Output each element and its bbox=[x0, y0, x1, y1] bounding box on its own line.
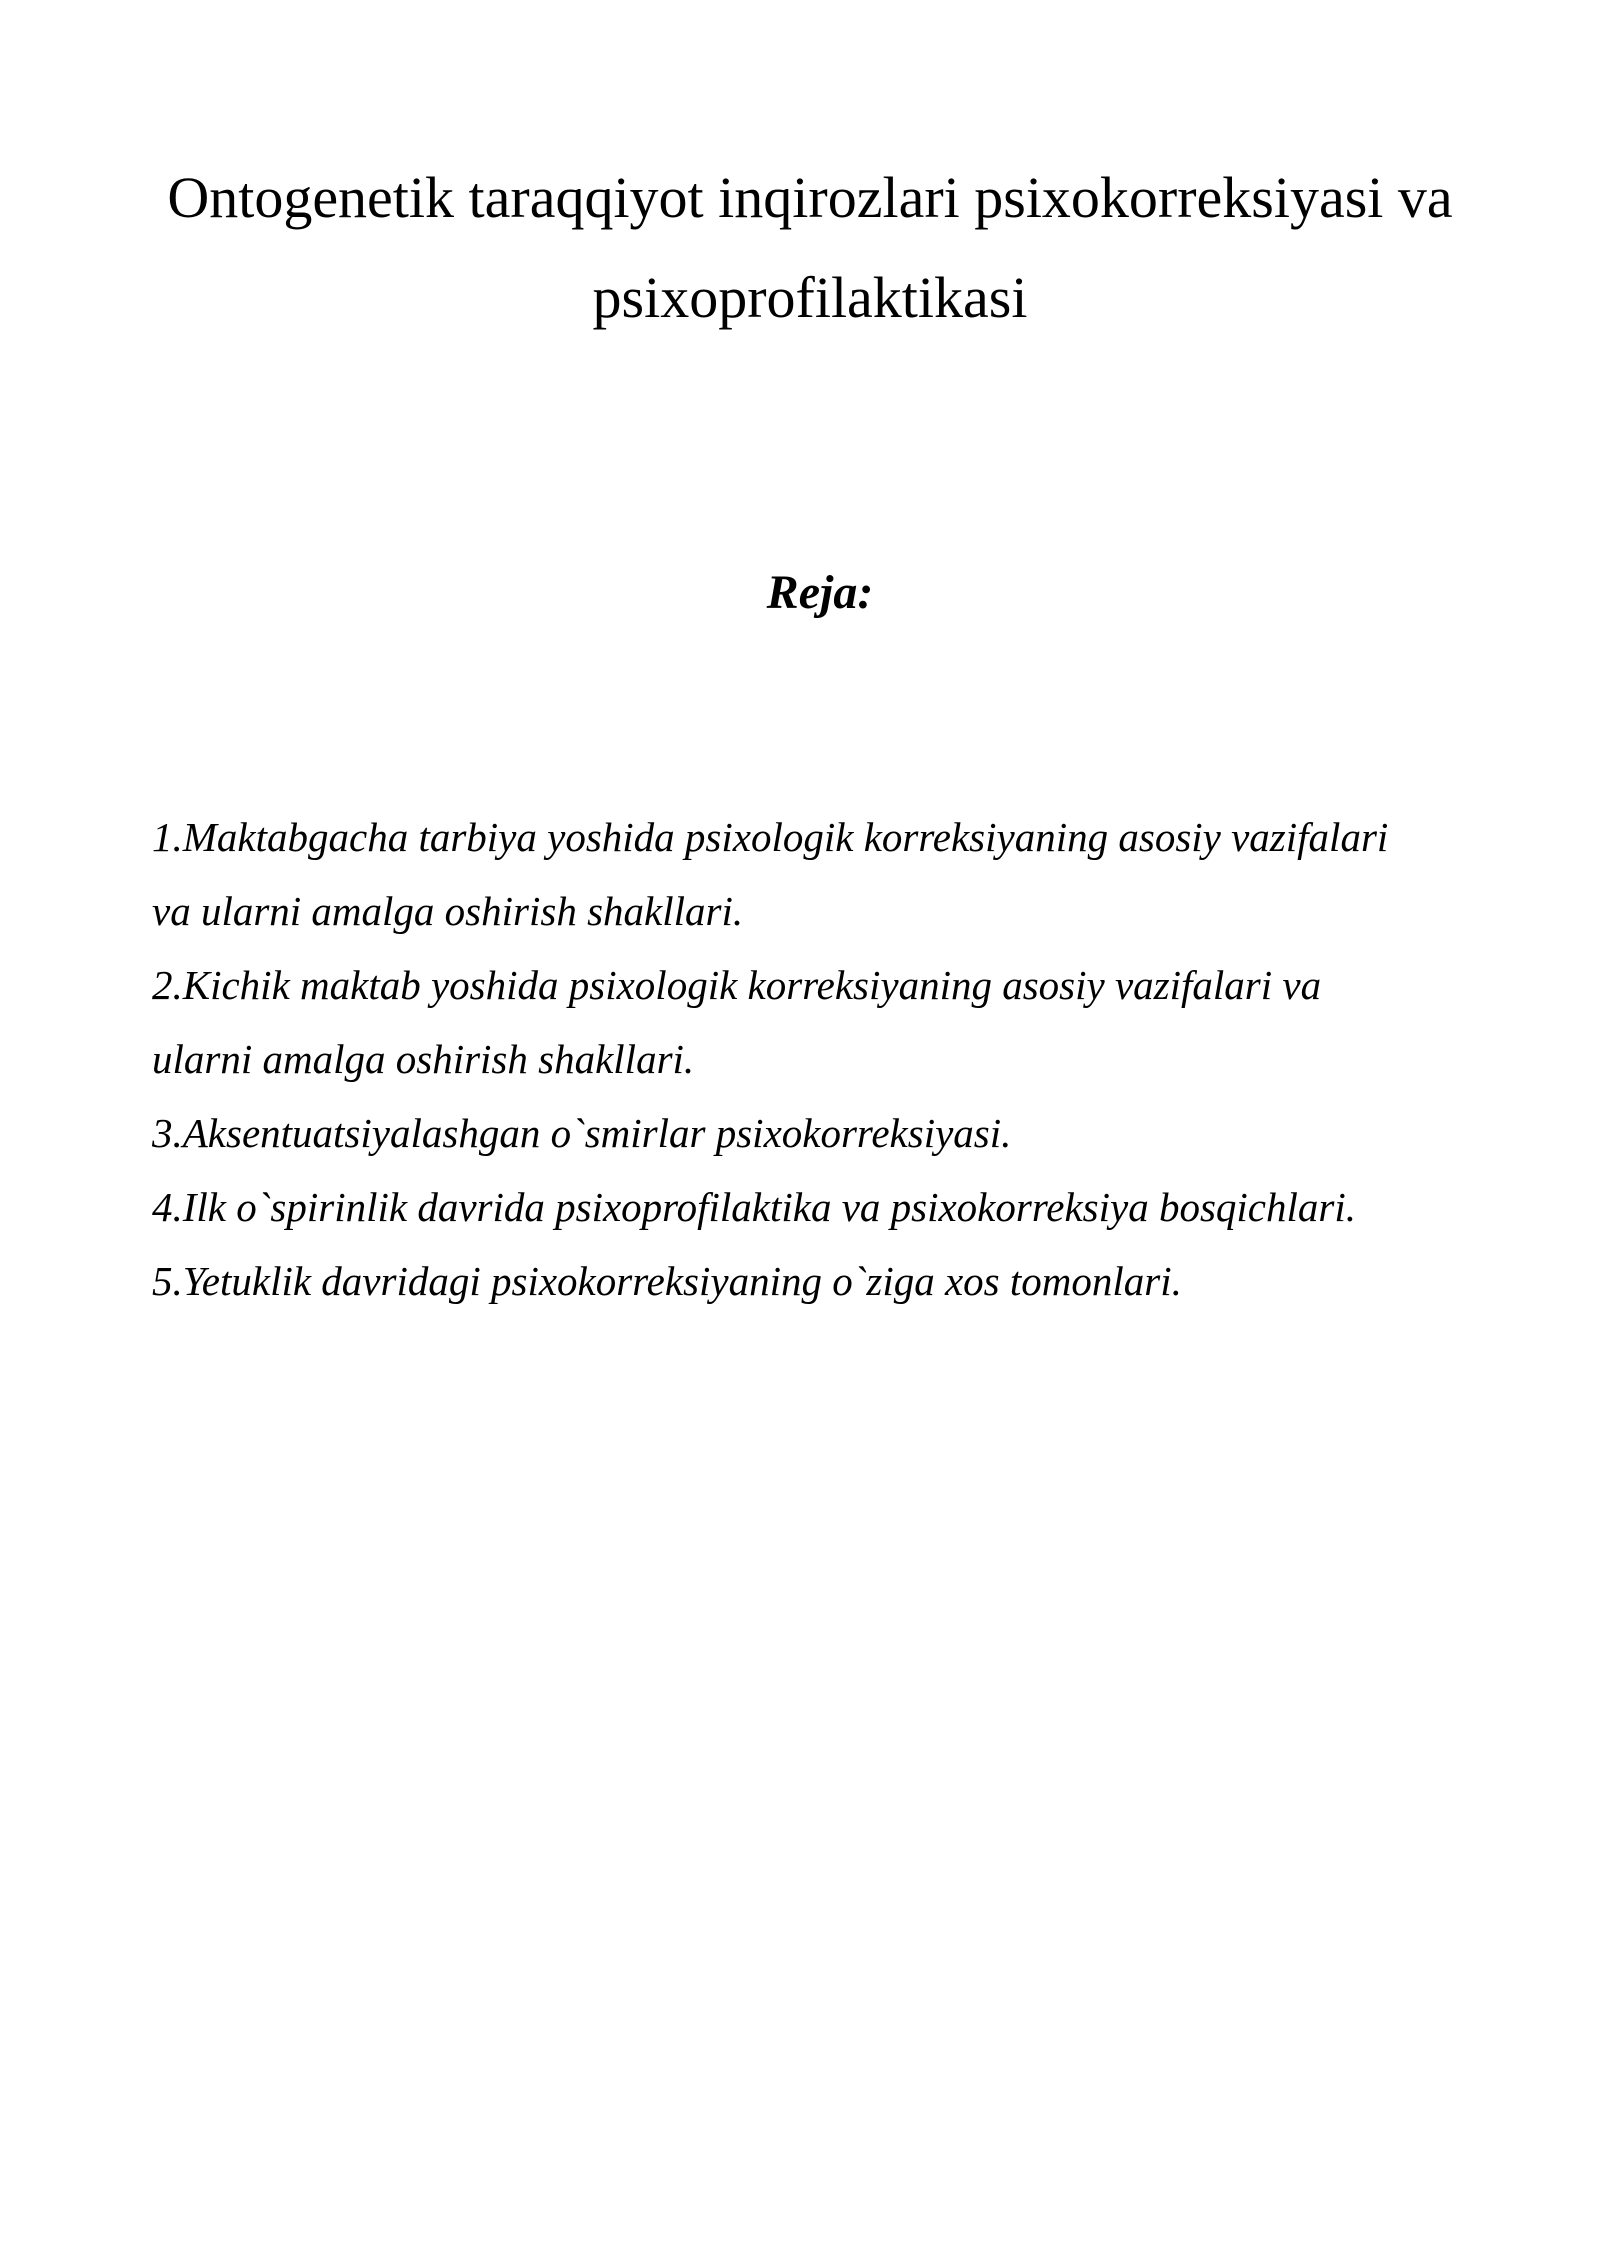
plan-list bbox=[152, 800, 1482, 1318]
document-title-line-2: psixoprofilaktikasi bbox=[592, 265, 1028, 330]
plan-item-line: ularni amalga oshirish shakllari. bbox=[152, 1036, 695, 1082]
plan-item bbox=[152, 1244, 1482, 1318]
plan-item bbox=[152, 800, 1482, 948]
plan-item bbox=[152, 1096, 1482, 1170]
document-title bbox=[140, 148, 1480, 348]
plan-item-line: 1.Maktabgacha tarbiya yoshida psixologik korreksiyaning asosiy vazifalari bbox=[152, 814, 1389, 860]
plan-item-line: 5.Yetuklik davridagi psixokorreksiyaning o`ziga xos tomonlari. bbox=[152, 1258, 1182, 1304]
document-title-line-1: Ontogenetik taraqqiyot inqirozlari psixokorreksiyasi va bbox=[167, 165, 1453, 230]
plan-item-line: 3.Aksentuatsiyalashgan o`smirlar psixokorreksiyasi. bbox=[152, 1110, 1012, 1156]
plan-item bbox=[152, 948, 1482, 1096]
plan-item-line: 4.Ilk o`spirinlik davrida psixoprofilaktika va psixokorreksiya bosqichlari. bbox=[152, 1184, 1356, 1230]
plan-heading: Reja: bbox=[766, 566, 874, 619]
plan-item-line: 2.Kichik maktab yoshida psixologik korreksiyaning asosiy vazifalari va bbox=[152, 962, 1322, 1008]
plan-item-line: va ularni amalga oshirish shakllari. bbox=[152, 888, 744, 934]
plan-item bbox=[152, 1170, 1482, 1244]
